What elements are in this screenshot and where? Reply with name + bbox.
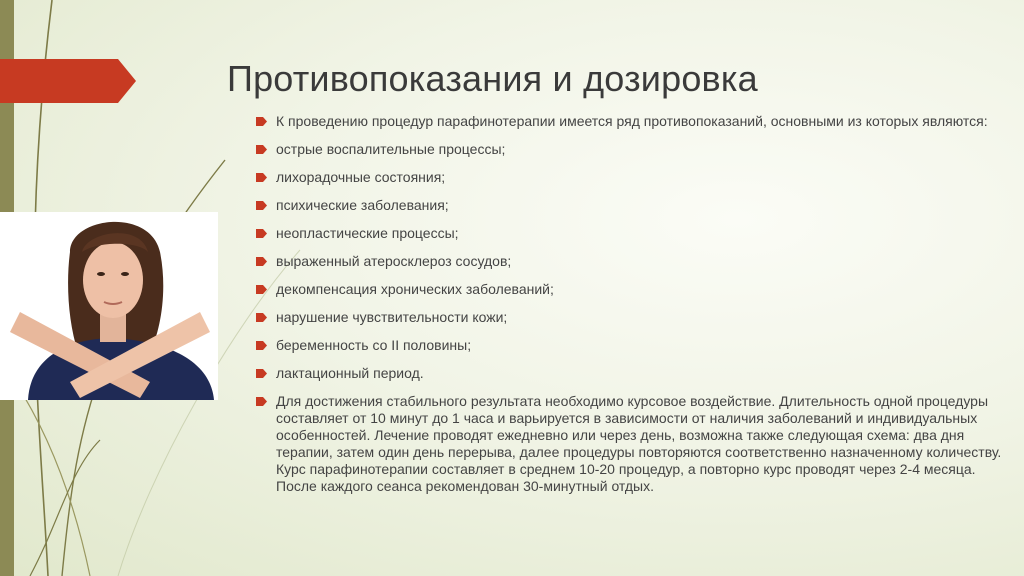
- arrow-bullet-icon: [256, 285, 267, 294]
- arrow-bullet-icon: [256, 173, 267, 182]
- list-item: [256, 197, 1006, 214]
- list-item: [256, 281, 1006, 298]
- arrow-bullet-icon: [256, 341, 267, 350]
- list-item: [256, 309, 1006, 326]
- bullet-text: беременность со II половины;: [276, 337, 472, 353]
- arrow-bullet-icon: [256, 229, 267, 238]
- arrow-bullet-icon: [256, 117, 267, 126]
- bullet-text: психические заболевания;: [276, 197, 449, 213]
- bullet-text: нарушение чувствительности кожи;: [276, 309, 508, 325]
- bullet-text: лихорадочные состояния;: [276, 169, 446, 185]
- bullet-text: выраженный атеросклероз сосудов;: [276, 253, 512, 269]
- arrow-bullet-icon: [256, 397, 267, 406]
- list-item: [256, 225, 1006, 242]
- bullet-text: неопластические процессы;: [276, 225, 459, 241]
- list-item: [256, 393, 1006, 495]
- list-item: [256, 113, 1006, 130]
- arrow-bullet-icon: [256, 257, 267, 266]
- arrow-bullet-icon: [256, 145, 267, 154]
- arrow-bullet-icon: [256, 313, 267, 322]
- bullet-list: [256, 113, 1006, 506]
- slide-title: Противопоказания и дозировка: [227, 58, 758, 99]
- list-item: [256, 169, 1006, 186]
- bullet-text: К проведению процедур парафинотерапии имеется ряд противопоказаний, основными из которых являются:: [276, 113, 988, 129]
- bullet-text: Для достижения стабильного результата необходимо курсовое воздействие. Длительность одной процедуры составляет от 10 минут до 1 часа и варьируется в зависимости от наличия заболеваний и индивидуальных особенностей. Лечение проводят ежедневно или через день, возможна также следующая схема: два дня терапии, затем один день перерыва, далее процедуры повторяются соответственно назначенному количеству. Курс парафинотерапии составляет в среднем 10-20 процедур, а повторно курс проводят через 2-4 месяца. После каждого сеанса рекомендован 30-минутный отдых.: [276, 393, 1002, 494]
- list-item: [256, 253, 1006, 270]
- list-item: [256, 141, 1006, 158]
- list-item: [256, 365, 1006, 382]
- bullet-text: декомпенсация хронических заболеваний;: [276, 281, 554, 297]
- bullet-text: острые воспалительные процессы;: [276, 141, 506, 157]
- bullet-text: лактационный период.: [276, 365, 424, 381]
- arrow-bullet-icon: [256, 201, 267, 210]
- list-item: [256, 337, 1006, 354]
- arrow-bullet-icon: [256, 369, 267, 378]
- title-accent-tab: [0, 59, 136, 103]
- woman-photo: [0, 212, 218, 400]
